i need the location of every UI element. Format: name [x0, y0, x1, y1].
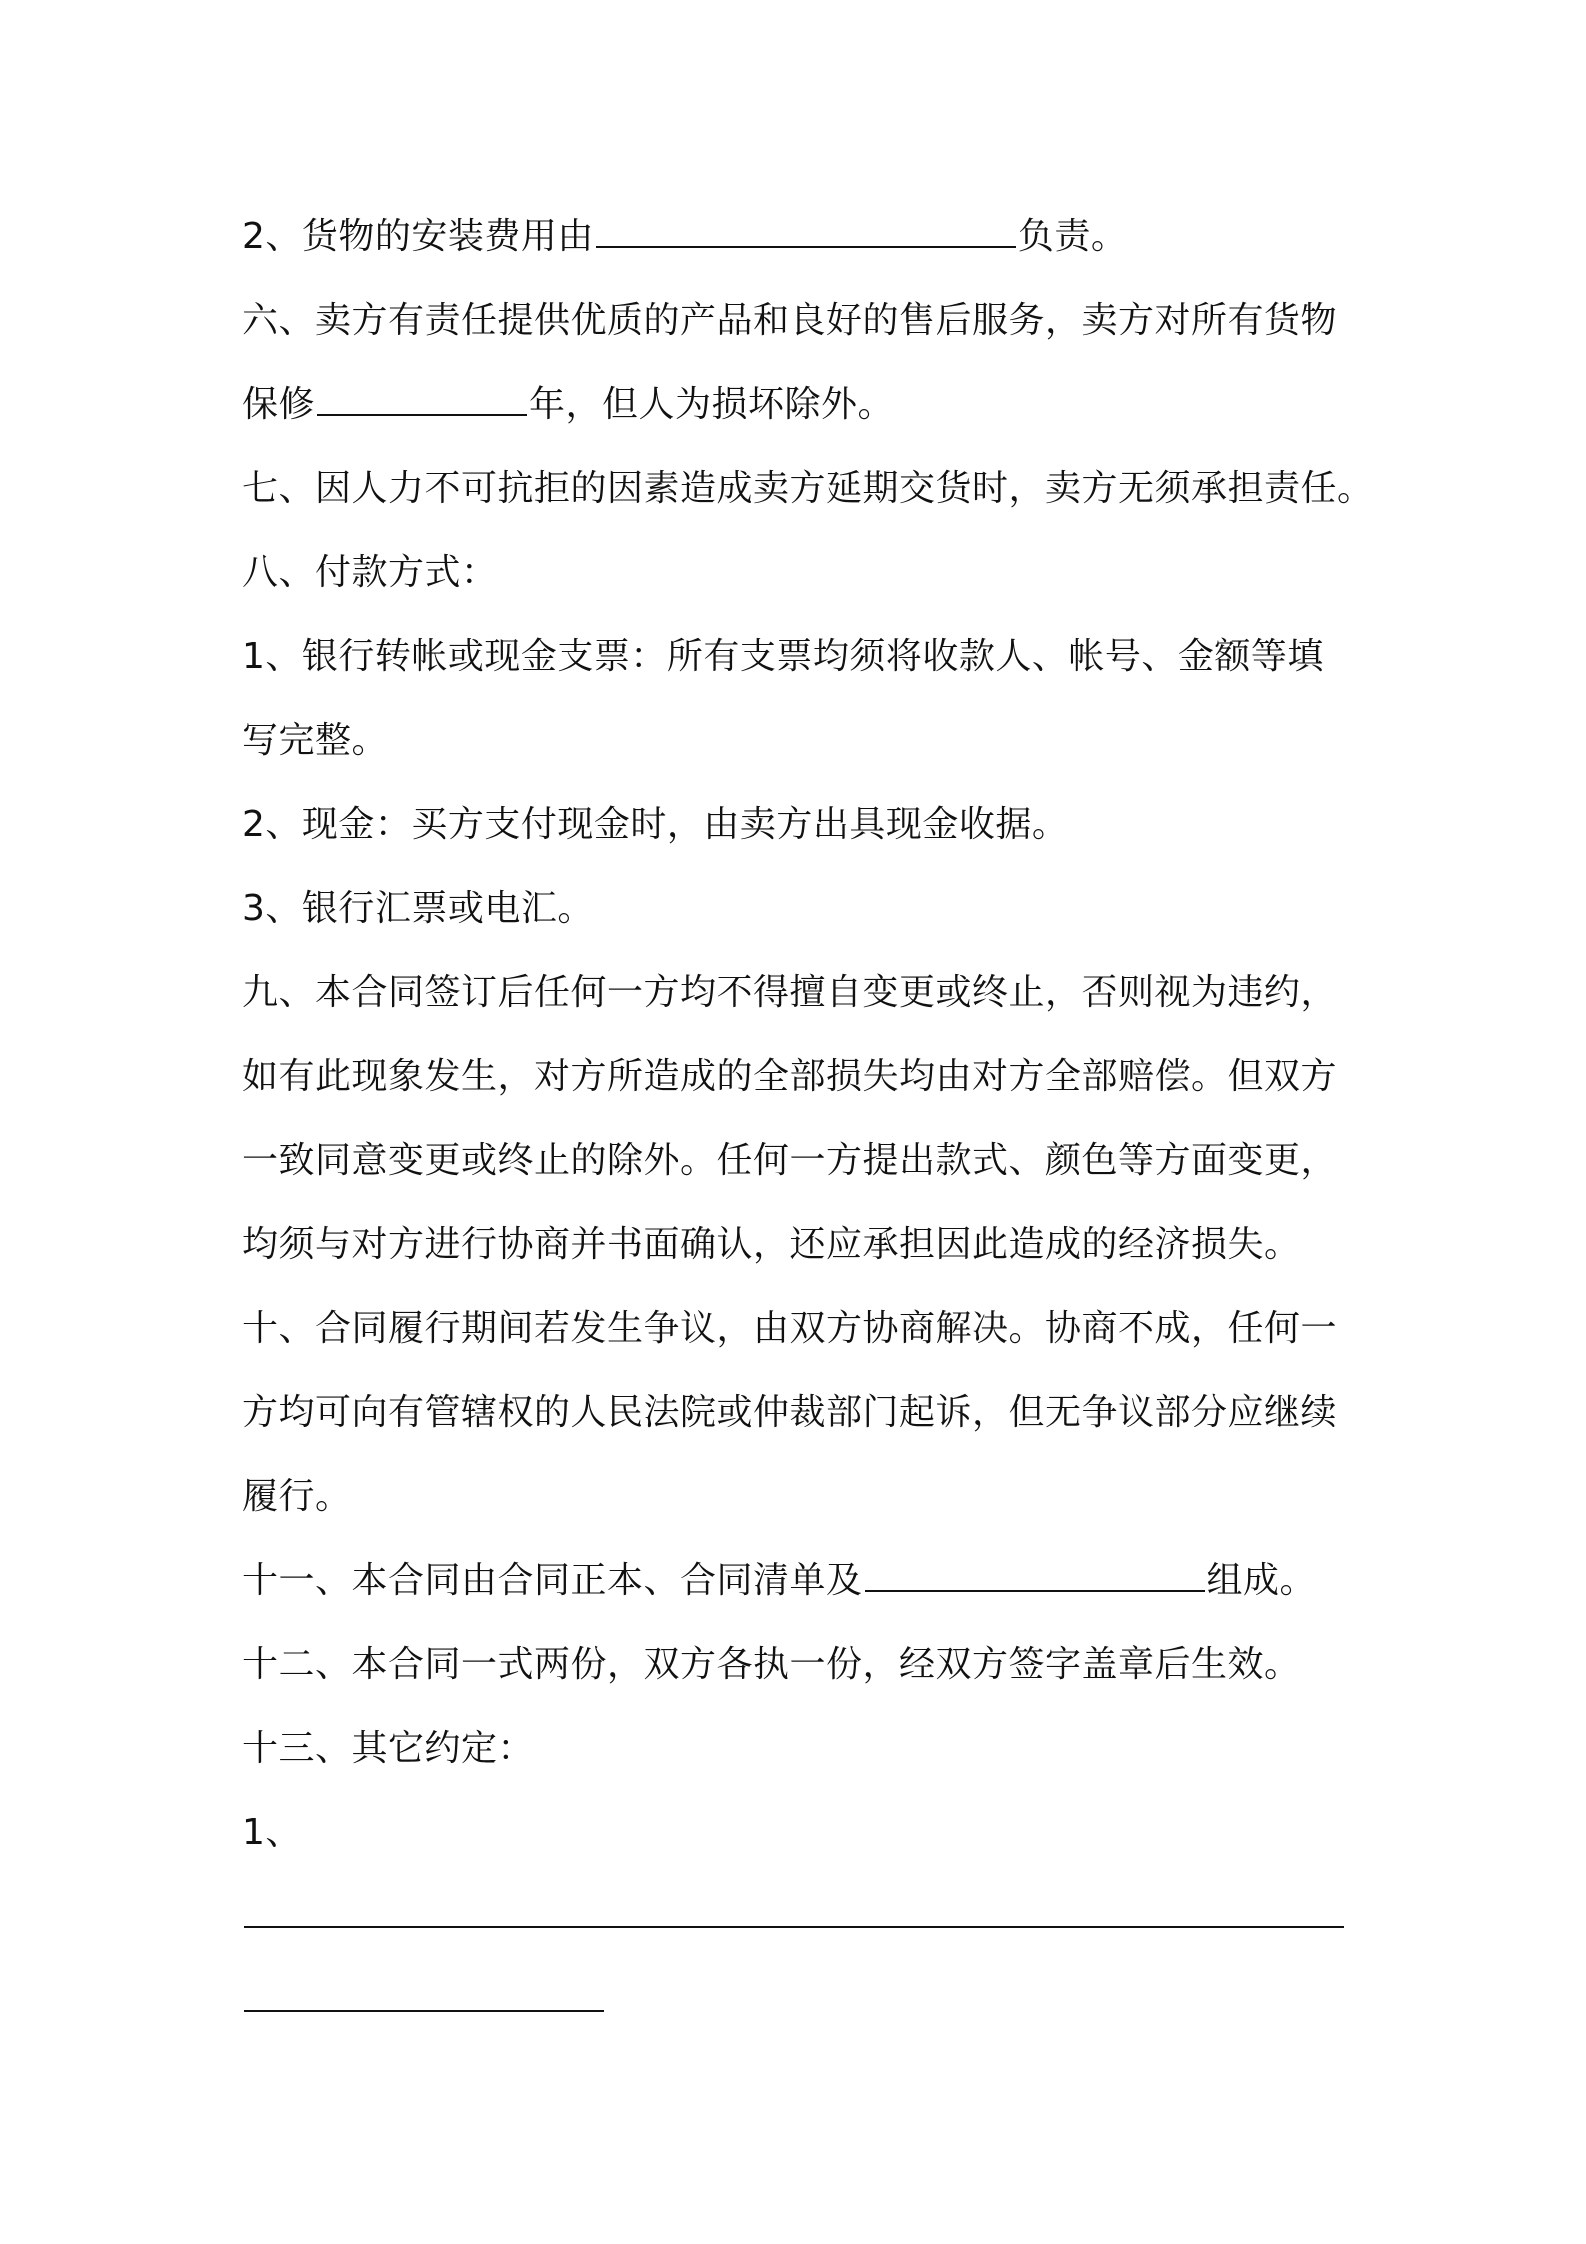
line-text: 七、因人力不可抗拒的因素造成卖方延期交货时，卖方无须承担责任。 — [242, 468, 1374, 509]
line-text: 2、货物的安装费用由 — [242, 216, 594, 257]
line-text: 年，但人为损坏除外。 — [529, 384, 895, 425]
line-text: 十三、其它约定： — [242, 1728, 535, 1769]
line-text: 1、 — [242, 1812, 302, 1853]
blank-field[interactable] — [596, 212, 1016, 248]
clause-6 — [242, 279, 1362, 363]
clause-9 — [242, 951, 1362, 1035]
clause-8-1-cont — [242, 699, 1362, 783]
line-text: 履行。 — [242, 1476, 352, 1517]
clause-10-cont-1 — [242, 1371, 1362, 1455]
line-text: 保修 — [242, 384, 316, 425]
clause-7 — [242, 447, 1374, 531]
line-text: 方均可向有管辖权的人民法院或仲裁部门起诉，但无争议部分应继续 — [242, 1392, 1338, 1433]
clause-10 — [242, 1287, 1362, 1371]
blank-line-1 — [242, 1875, 1362, 1959]
blank-field[interactable] — [865, 1556, 1205, 1592]
line-text: 十一、本合同由合同正本、合同清单及 — [242, 1560, 863, 1601]
line-text: 如有此现象发生，对方所造成的全部损失均由对方全部赔偿。但双方 — [242, 1056, 1338, 1097]
line-text: 一致同意变更或终止的除外。任何一方提出款式、颜色等方面变更， — [242, 1140, 1338, 1181]
clause-2-install-fee — [242, 195, 1362, 279]
clause-9-cont-1 — [242, 1035, 1362, 1119]
line-text: 六、卖方有责任提供优质的产品和良好的售后服务，卖方对所有货物 — [242, 300, 1338, 341]
clause-9-cont-2 — [242, 1119, 1362, 1203]
clause-8-1 — [242, 615, 1362, 699]
line-text: 负责。 — [1017, 216, 1128, 257]
document-page — [242, 195, 1374, 2043]
clause-8-3 — [242, 867, 1362, 951]
line-text: 十二、本合同一式两份，双方各执一份，经双方签字盖章后生效。 — [242, 1644, 1301, 1685]
clause-9-cont-3 — [242, 1203, 1362, 1287]
clause-13-1 — [242, 1791, 1362, 1875]
line-text: 十、合同履行期间若发生争议，由双方协商解决。协商不成，任何一 — [242, 1308, 1338, 1349]
line-text: 3、银行汇票或电汇。 — [242, 888, 594, 929]
clause-13 — [242, 1707, 1362, 1791]
blank-field[interactable] — [244, 1976, 604, 2012]
clause-12 — [242, 1623, 1362, 1707]
blank-field[interactable] — [244, 1892, 1344, 1928]
clause-8 — [242, 531, 1362, 615]
line-text: 组成。 — [1206, 1560, 1317, 1601]
line-text: 八、付款方式： — [242, 552, 498, 593]
line-text: 1、银行转帐或现金支票：所有支票均须将收款人、帐号、金额等填 — [242, 636, 1324, 677]
blank-line-2 — [242, 1959, 1362, 2043]
line-text: 九、本合同签订后任何一方均不得擅自变更或终止，否则视为违约， — [242, 972, 1338, 1013]
line-text: 写完整。 — [242, 720, 389, 761]
clause-11 — [242, 1539, 1362, 1623]
clause-6-warranty — [242, 363, 1362, 447]
line-text: 2、现金：买方支付现金时，由卖方出具现金收据。 — [242, 804, 1069, 845]
line-text: 均须与对方进行协商并书面确认，还应承担因此造成的经济损失。 — [242, 1224, 1301, 1265]
blank-field[interactable] — [317, 380, 527, 416]
clause-10-cont-2 — [242, 1455, 1362, 1539]
clause-8-2 — [242, 783, 1362, 867]
